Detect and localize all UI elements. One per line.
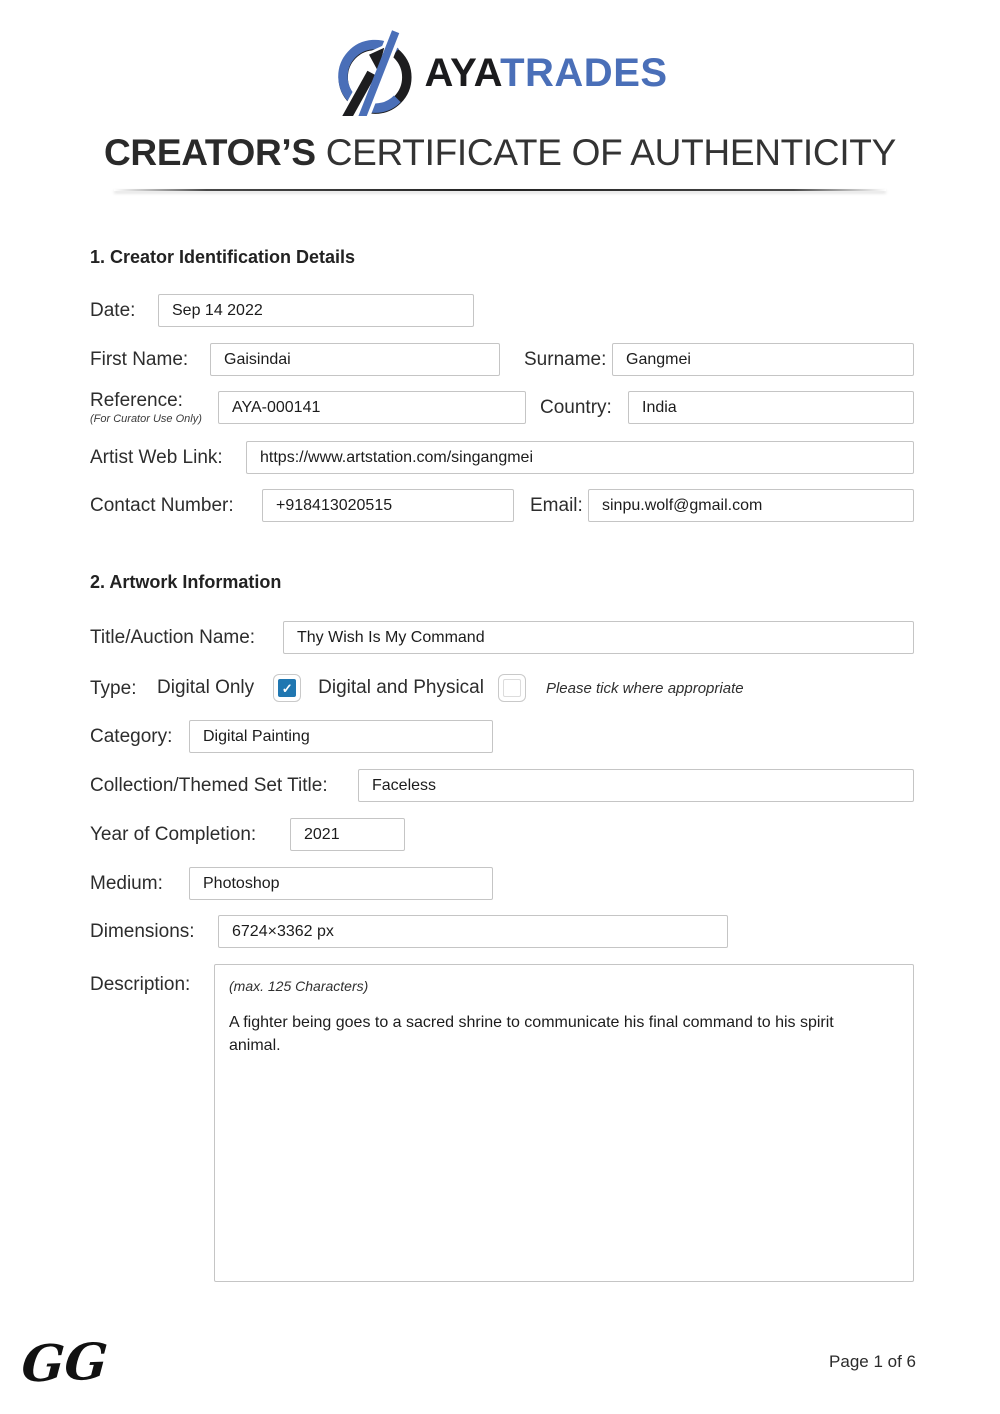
surname-input[interactable]: [612, 343, 914, 376]
reference-sublabel: (For Curator Use Only): [90, 412, 202, 425]
creator-signature: GG: [19, 1331, 110, 1394]
logo: [0, 0, 1000, 116]
country-label: Country:: [540, 396, 612, 418]
date-label: Date:: [90, 299, 136, 321]
field-row-medium: [90, 867, 914, 900]
description-value: A fighter being goes to a sacred shrine to communicate his final command to his spirit animal.: [229, 1014, 834, 1054]
year-input[interactable]: [290, 818, 405, 851]
email-input[interactable]: [588, 489, 914, 522]
field-row-year: [90, 818, 914, 851]
contact-number-input[interactable]: [262, 489, 514, 522]
country-value: India: [642, 398, 677, 416]
logo-wordmark: [424, 51, 667, 96]
medium-value: Photoshop: [203, 874, 280, 892]
collection-label: Collection/Themed Set Title:: [90, 775, 328, 797]
page-title-bold: CREATOR’S: [103, 132, 316, 173]
date-input[interactable]: [158, 294, 474, 327]
dimensions-value: 6724×3362 px: [232, 922, 334, 940]
reference-value: AYA-000141: [232, 398, 321, 416]
web-link-value: https://www.artstation.com/singangmei: [260, 448, 534, 466]
email-label: Email:: [530, 495, 583, 517]
reference-input[interactable]: [218, 391, 526, 424]
tick-note: Please tick where appropriate: [545, 679, 744, 697]
surname-label: Surname:: [524, 348, 607, 370]
first-name-label: First Name:: [90, 348, 189, 370]
page-title: [0, 132, 1000, 174]
contact-number-value: +918413020515: [276, 496, 393, 514]
field-row-reference: [90, 390, 914, 425]
field-row-type: [90, 674, 914, 702]
section-heading-artwork: 2. Artwork Information: [90, 572, 282, 593]
category-label: Category:: [90, 726, 173, 748]
digital-only-checkbox[interactable]: [273, 674, 301, 702]
field-row-title: [90, 621, 914, 654]
dimensions-label: Dimensions:: [90, 921, 195, 943]
title-auction-input[interactable]: [283, 621, 914, 654]
first-name-input[interactable]: [210, 343, 500, 376]
email-value: sinpu.wolf@gmail.com: [602, 496, 763, 514]
field-row-weblink: [90, 441, 914, 474]
field-row-dimensions: [90, 915, 914, 948]
web-link-label: Artist Web Link:: [90, 447, 223, 469]
title-divider: [114, 189, 886, 191]
web-link-input[interactable]: [246, 441, 914, 474]
type-option-digital-only-label: Digital Only: [157, 677, 255, 699]
collection-input[interactable]: [358, 769, 914, 802]
reference-label: Reference: (For Curator Use Only): [90, 390, 218, 425]
collection-value: Faceless: [372, 776, 437, 794]
certificate-form: [90, 247, 914, 1282]
category-input[interactable]: [189, 720, 493, 753]
contact-number-label: Contact Number:: [90, 495, 234, 517]
year-value: 2021: [304, 825, 340, 843]
type-label: Type:: [90, 677, 137, 699]
logo-text-aya: AYA: [424, 50, 501, 95]
date-value: Sep 14 2022: [172, 301, 263, 319]
ayatrades-logo-icon: [332, 30, 418, 116]
dimensions-input[interactable]: [218, 915, 728, 948]
medium-input[interactable]: [189, 867, 493, 900]
field-row-collection: [90, 769, 914, 802]
medium-label: Medium:: [90, 873, 163, 895]
field-row-date: [90, 294, 914, 327]
field-row-description: [90, 964, 914, 1282]
type-option-digital-physical-label: Digital and Physical: [318, 677, 484, 699]
page-number: Page 1 of 6: [829, 1352, 916, 1371]
logo-text-trades: TRADES: [500, 50, 668, 95]
description-hint: (max. 125 Characters): [229, 978, 369, 995]
page-title-regular: CERTIFICATE OF AUTHENTICITY: [315, 132, 896, 173]
field-row-names: [90, 343, 914, 376]
description-textarea[interactable]: [214, 964, 914, 1282]
field-row-contact: [90, 489, 914, 522]
title-auction-value: Thy Wish Is My Command: [297, 628, 485, 646]
checkmark-icon: ✓: [278, 679, 296, 697]
description-label: Description:: [90, 974, 191, 996]
title-auction-label: Title/Auction Name:: [90, 627, 256, 649]
checkmark-icon: [503, 679, 521, 697]
year-label: Year of Completion:: [90, 824, 257, 846]
first-name-value: Gaisindai: [224, 350, 291, 368]
category-value: Digital Painting: [203, 727, 310, 745]
digital-and-physical-checkbox[interactable]: [498, 674, 526, 702]
section-heading-creator: 1. Creator Identification Details: [90, 247, 356, 267]
field-row-category: [90, 720, 914, 753]
surname-value: Gangmei: [626, 350, 691, 368]
country-input[interactable]: [628, 391, 914, 424]
